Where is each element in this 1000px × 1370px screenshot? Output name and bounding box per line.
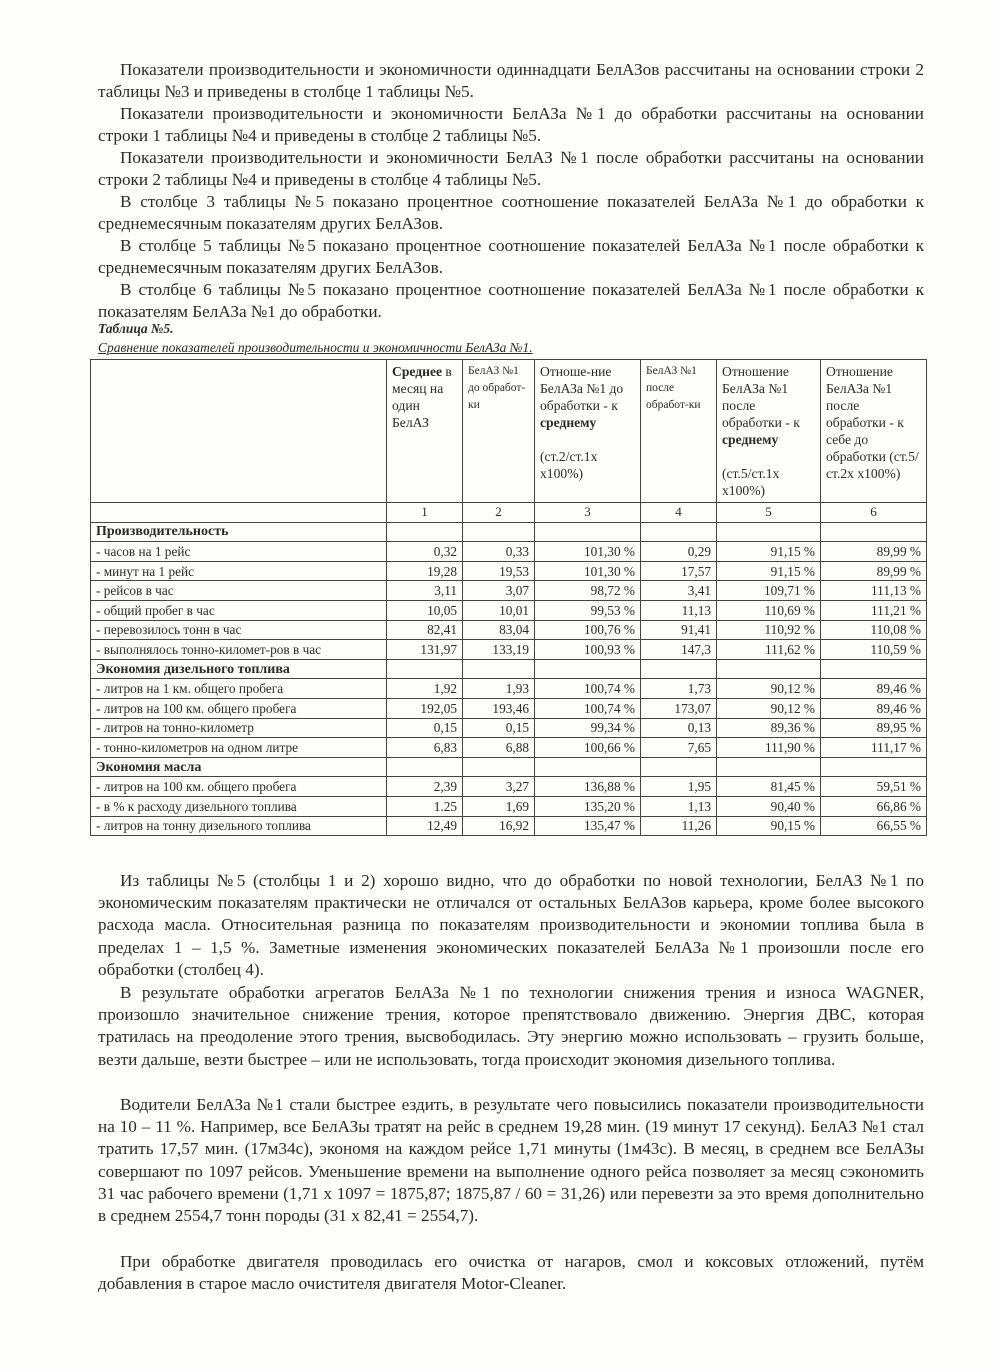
section-title: Экономия дизельного топлива xyxy=(91,659,387,679)
value-cell: 0,33 xyxy=(463,542,535,562)
table-row xyxy=(91,581,927,601)
value-cell: 1,92 xyxy=(387,679,463,699)
header-col-3-formula: (ст.2/ст.1х х100%) xyxy=(540,449,598,481)
empty-cell xyxy=(387,522,463,542)
empty-cell xyxy=(387,757,463,777)
value-cell: 89,95 % xyxy=(821,718,927,738)
value-cell: 90,12 % xyxy=(717,679,821,699)
header-col-3 xyxy=(535,360,641,503)
paragraph-6: В столбце 6 таблицы №5 показано процентное соотношение показателей БелАЗа №1 после обработки к показателям БелАЗа №1 до обработки. xyxy=(98,280,924,321)
value-cell: 0,32 xyxy=(387,542,463,562)
value-cell: 101,30 % xyxy=(535,542,641,562)
empty-cell xyxy=(463,757,535,777)
value-cell: 192,05 xyxy=(387,698,463,718)
value-cell: 173,07 xyxy=(641,698,717,718)
value-cell: 17,57 xyxy=(641,561,717,581)
row-label: - литров на тонну дизельного топлива xyxy=(91,816,387,836)
paragraph-1: Показатели производительности и экономичности одиннадцати БелАЗов рассчитаны на основании строки 2 таблицы №3 и приведены в столбце 1 таблицы №5. xyxy=(98,60,924,101)
table-label: Таблица №5. xyxy=(98,321,174,336)
empty-cell xyxy=(641,659,717,679)
header-col-5-bold: среднему xyxy=(722,432,779,447)
value-cell: 81,45 % xyxy=(717,777,821,797)
value-cell: 6,83 xyxy=(387,738,463,758)
header-col-1-bold: Среднее xyxy=(392,364,443,379)
value-cell: 109,71 % xyxy=(717,581,821,601)
table-row xyxy=(91,561,927,581)
table-row xyxy=(91,796,927,816)
value-cell: 131,97 xyxy=(387,640,463,660)
paragraph-3: Показатели производительности и экономичности БелАЗ №1 после обработки рассчитаны на основании строки 2 таблицы №4 и приведены в столбце 4 таблицы №5. xyxy=(98,148,924,189)
value-cell: 83,04 xyxy=(463,620,535,640)
column-number: 3 xyxy=(535,503,641,523)
header-col-5-formula: (ст.5/ст.1х х100%) xyxy=(722,466,780,498)
section-title: Экономия масла xyxy=(91,757,387,777)
value-cell: 100,93 % xyxy=(535,640,641,660)
value-cell: 89,36 % xyxy=(717,718,821,738)
section-row xyxy=(91,659,927,679)
value-cell: 0,15 xyxy=(387,718,463,738)
table-row xyxy=(91,738,927,758)
value-cell: 110,59 % xyxy=(821,640,927,660)
header-col-1 xyxy=(387,360,463,503)
empty-cell xyxy=(535,757,641,777)
value-cell: 110,69 % xyxy=(717,600,821,620)
paragraph-5: В столбце 5 таблицы №5 показано процентное соотношение показателей БелАЗа №1 после обработки к среднемесячным показателям других БелАЗов. xyxy=(98,236,924,277)
header-col-3-text: Отноше-ние БелАЗа №1 до обработки - к xyxy=(540,364,624,413)
value-cell: 7,65 xyxy=(641,738,717,758)
table-row xyxy=(91,620,927,640)
row-label: - литров на 1 км. общего пробега xyxy=(91,679,387,699)
value-cell: 89,99 % xyxy=(821,561,927,581)
value-cell: 90,12 % xyxy=(717,698,821,718)
section-row xyxy=(91,522,927,542)
paragraph-10: При обработке двигателя проводилась его очистка от нагаров, смол и коксовых отложений, путём добавления в старое масло очистителя двигателя Motor-Cleaner. xyxy=(98,1252,924,1294)
table-row xyxy=(91,698,927,718)
empty-cell xyxy=(717,757,821,777)
value-cell: 11,13 xyxy=(641,600,717,620)
value-cell: 10,01 xyxy=(463,600,535,620)
header-col-3-bold: среднему xyxy=(540,415,597,430)
column-number: 6 xyxy=(821,503,927,523)
value-cell: 91,41 xyxy=(641,620,717,640)
value-cell: 3,07 xyxy=(463,581,535,601)
paragraph-8: В результате обработки агрегатов БелАЗа №1 по технологии снижения трения и износа WAGNER, произошло значительное снижение трения, которое препятствовало движению. Энергия ДВС, которая тратилась на преодоление этого трения, высвободилась. Эту энергию можно использовать – грузить больше, везти дальше, везти быстрее – или не использовать, тогда происходит экономия дизельного топлива. xyxy=(98,983,924,1069)
header-col-6: Отношение БелАЗа №1 после обработки - к себе до обработки (ст.5/ст.2х х100%) xyxy=(821,360,927,503)
column-number: 4 xyxy=(641,503,717,523)
header-blank xyxy=(91,360,387,503)
value-cell: 6,88 xyxy=(463,738,535,758)
column-number: 2 xyxy=(463,503,535,523)
value-cell: 99,34 % xyxy=(535,718,641,738)
section-title: Производительность xyxy=(91,522,387,542)
table-row xyxy=(91,640,927,660)
value-cell: 133,19 xyxy=(463,640,535,660)
value-cell: 90,15 % xyxy=(717,816,821,836)
value-cell: 89,99 % xyxy=(821,542,927,562)
value-cell: 100,66 % xyxy=(535,738,641,758)
value-cell: 66,55 % xyxy=(821,816,927,836)
value-cell: 110,08 % xyxy=(821,620,927,640)
value-cell: 147,3 xyxy=(641,640,717,660)
row-label: - рейсов в час xyxy=(91,581,387,601)
row-label: - выполнялось тонно-километ-ров в час xyxy=(91,640,387,660)
table-row xyxy=(91,777,927,797)
column-number: 5 xyxy=(717,503,821,523)
row-label: - литров на тонно-километр xyxy=(91,718,387,738)
value-cell: 0,13 xyxy=(641,718,717,738)
empty-cell xyxy=(463,659,535,679)
value-cell: 111,13 % xyxy=(821,581,927,601)
value-cell: 89,46 % xyxy=(821,698,927,718)
value-cell: 111,21 % xyxy=(821,600,927,620)
table-row xyxy=(91,816,927,836)
paragraph-9: Водители БелАЗа №1 стали быстрее ездить, в результате чего повысились показатели производительности на 10 – 11 %. Например, все БелАЗы тратят на рейс в среднем 19,28 мин. (19 минут 17 секунд). БелАЗ №1 стал тратить 17,57 мин. (17м34с), экономя на каждом рейсе 1,71 минуты (1м43с). В месяц, в среднем все БелАЗы совершают по 1097 рейсов. Уменьшение времени на выполнение одного рейса позволяет за месяц сэкономить 31 час рабочего времени (1,71 х 1097 = 1875,87; 1875,87 / 60 = 31,26) или перевезти за это время дополнительно в среднем 2554,7 тонн породы (31 х 82,41 = 2554,7). xyxy=(98,1095,924,1226)
value-cell: 100,74 % xyxy=(535,679,641,699)
value-cell: 135,20 % xyxy=(535,796,641,816)
value-cell: 1.25 xyxy=(387,796,463,816)
value-cell: 1,93 xyxy=(463,679,535,699)
row-label: - литров на 100 км. общего пробега xyxy=(91,777,387,797)
paragraph-4: В столбце 3 таблицы №5 показано процентное соотношение показателей БелАЗа №1 до обработки к среднемесячным показателям других БелАЗов. xyxy=(98,192,924,233)
value-cell: 101,30 % xyxy=(535,561,641,581)
value-cell: 1,73 xyxy=(641,679,717,699)
paragraph-2: Показатели производительности и экономичности БелАЗа №1 до обработки рассчитаны на основании строки 1 таблицы №4 и приведены в столбце 2 таблицы №5. xyxy=(98,104,924,145)
row-label: - минут на 1 рейс xyxy=(91,561,387,581)
empty-cell xyxy=(387,659,463,679)
header-col-1-text: в месяц на один БелАЗ xyxy=(392,364,452,430)
empty-cell xyxy=(463,522,535,542)
header-col-4: БелАЗ №1 после обработ-ки xyxy=(641,360,717,503)
empty-cell xyxy=(535,522,641,542)
empty-cell xyxy=(535,659,641,679)
header-col-2: БелАЗ №1 до обработ-ки xyxy=(463,360,535,503)
value-cell: 2,39 xyxy=(387,777,463,797)
table-title: Сравнение показателей производительности и экономичности БелАЗа №1. xyxy=(98,340,533,355)
column-number: 1 xyxy=(387,503,463,523)
value-cell: 99,53 % xyxy=(535,600,641,620)
value-cell: 91,15 % xyxy=(717,561,821,581)
value-cell: 1,95 xyxy=(641,777,717,797)
value-cell: 1,69 xyxy=(463,796,535,816)
empty-cell xyxy=(821,659,927,679)
section-row xyxy=(91,757,927,777)
value-cell: 10,05 xyxy=(387,600,463,620)
value-cell: 0,15 xyxy=(463,718,535,738)
empty-cell xyxy=(641,522,717,542)
header-col-5 xyxy=(717,360,821,503)
value-cell: 135,47 % xyxy=(535,816,641,836)
table-row xyxy=(91,542,927,562)
value-cell: 59,51 % xyxy=(821,777,927,797)
value-cell: 100,76 % xyxy=(535,620,641,640)
table-row xyxy=(91,718,927,738)
column-numbers-row xyxy=(91,503,927,523)
table-row xyxy=(91,679,927,699)
column-number-blank xyxy=(91,503,387,523)
table-body xyxy=(91,522,927,836)
value-cell: 3,27 xyxy=(463,777,535,797)
header-col-5-text: Отношение БелАЗа №1 после обработки - к xyxy=(722,364,800,430)
empty-cell xyxy=(821,757,927,777)
empty-cell xyxy=(821,522,927,542)
value-cell: 136,88 % xyxy=(535,777,641,797)
row-label: - часов на 1 рейс xyxy=(91,542,387,562)
value-cell: 12,49 xyxy=(387,816,463,836)
value-cell: 98,72 % xyxy=(535,581,641,601)
value-cell: 100,74 % xyxy=(535,698,641,718)
value-cell: 82,41 xyxy=(387,620,463,640)
paragraph-7: Из таблицы №5 (столбцы 1 и 2) хорошо видно, что до обработки по новой технологии, БелАЗ №1 по экономическим показателям практически не отличался от остальных БелАЗов карьера, кроме более высокого расхода масла. Относительная разница по показателям производительности и экономии топлива была в пределах 1 – 1,5 %. Заметные изменения экономических показателей БелАЗа №1 произошли после его обработки (столбец 4). xyxy=(98,871,924,979)
table-row xyxy=(91,600,927,620)
value-cell: 111,62 % xyxy=(717,640,821,660)
row-label: - тонно-километров на одном литре xyxy=(91,738,387,758)
value-cell: 11,26 xyxy=(641,816,717,836)
value-cell: 111,17 % xyxy=(821,738,927,758)
empty-cell xyxy=(717,659,821,679)
empty-cell xyxy=(641,757,717,777)
value-cell: 1,13 xyxy=(641,796,717,816)
value-cell: 89,46 % xyxy=(821,679,927,699)
value-cell: 3,11 xyxy=(387,581,463,601)
value-cell: 90,40 % xyxy=(717,796,821,816)
value-cell: 91,15 % xyxy=(717,542,821,562)
value-cell: 110,92 % xyxy=(717,620,821,640)
comparison-table xyxy=(90,359,927,836)
row-label: - общий пробег в час xyxy=(91,600,387,620)
value-cell: 0,29 xyxy=(641,542,717,562)
table-header-row xyxy=(91,360,927,503)
empty-cell xyxy=(717,522,821,542)
value-cell: 3,41 xyxy=(641,581,717,601)
value-cell: 111,90 % xyxy=(717,738,821,758)
value-cell: 19,53 xyxy=(463,561,535,581)
row-label: - литров на 100 км. общего пробега xyxy=(91,698,387,718)
value-cell: 19,28 xyxy=(387,561,463,581)
value-cell: 193,46 xyxy=(463,698,535,718)
row-label: - перевозилось тонн в час xyxy=(91,620,387,640)
value-cell: 16,92 xyxy=(463,816,535,836)
value-cell: 66,86 % xyxy=(821,796,927,816)
row-label: - в % к расходу дизельного топлива xyxy=(91,796,387,816)
